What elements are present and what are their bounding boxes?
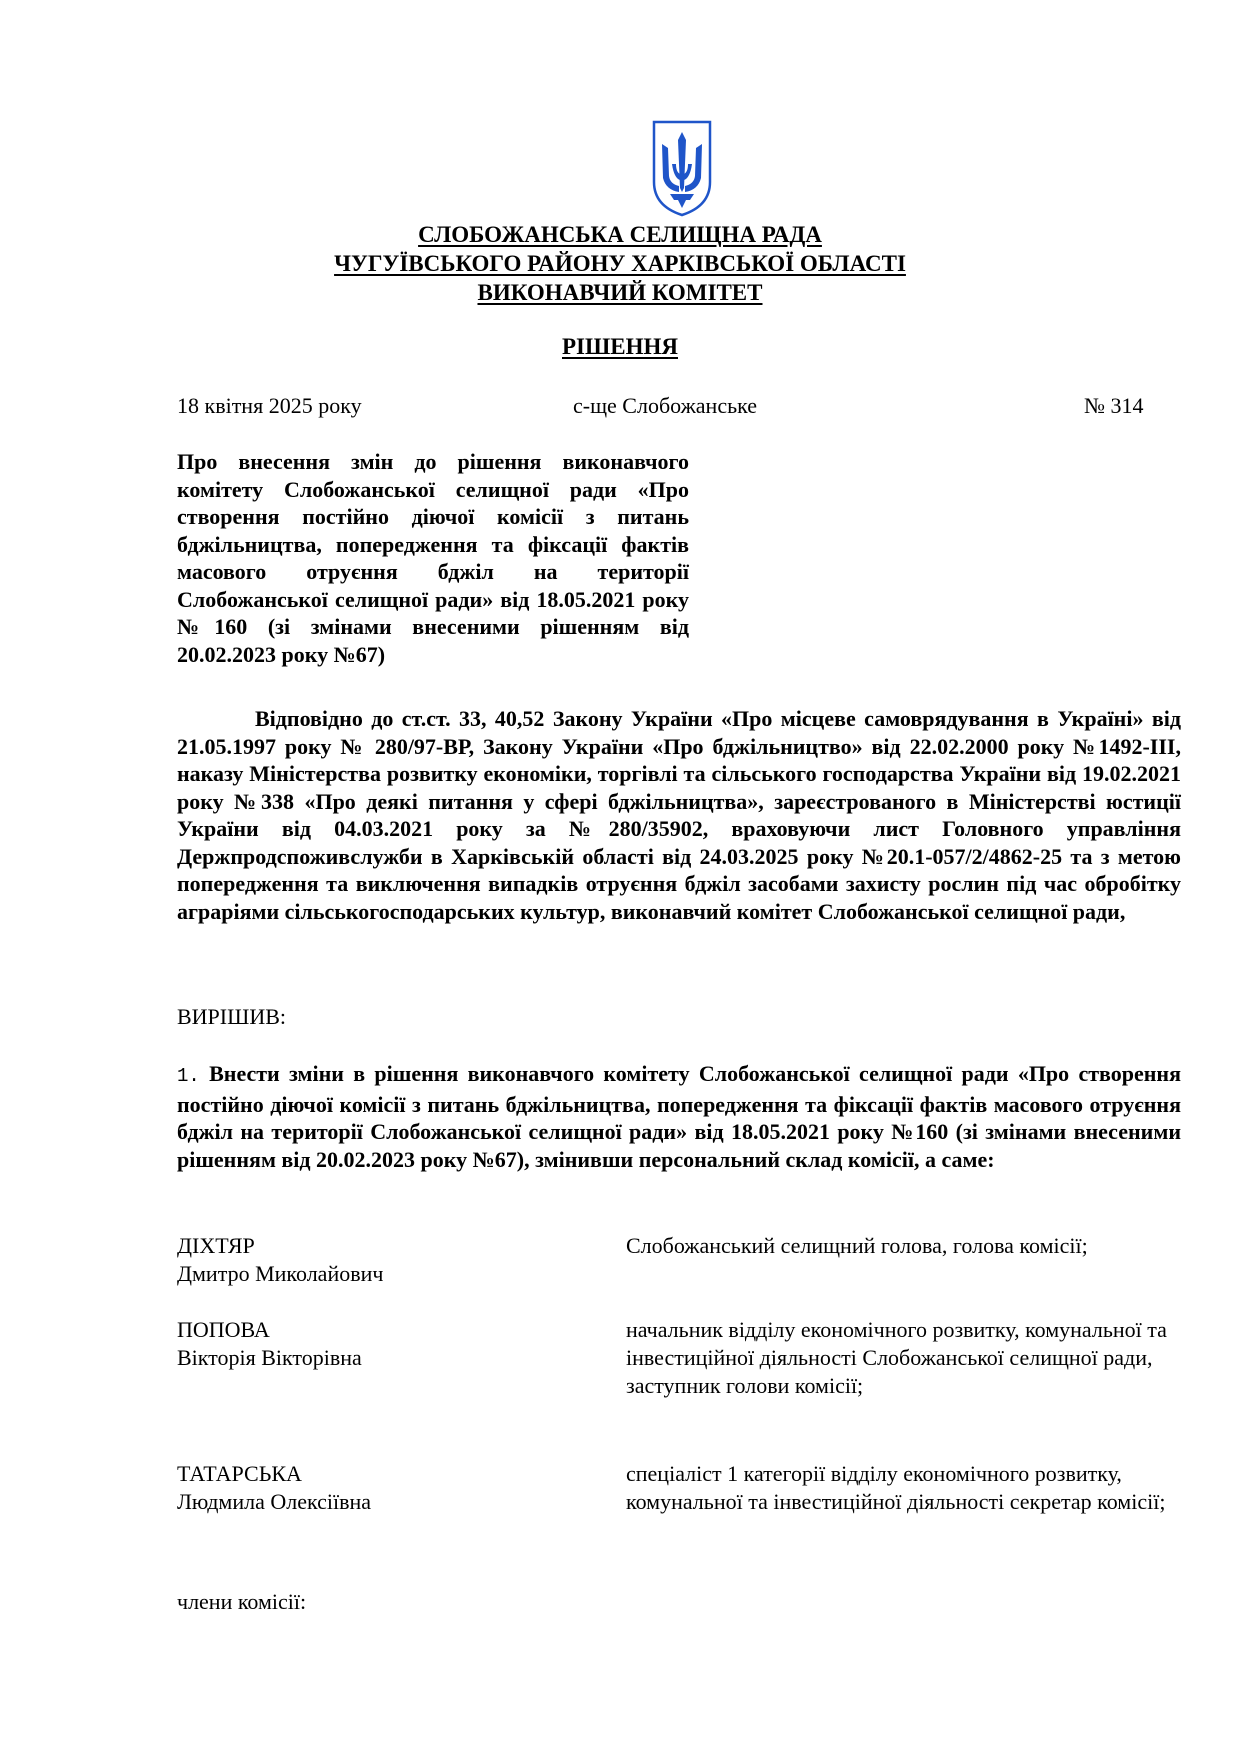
- council-header: [0, 220, 1240, 307]
- members-label: члени комісії:: [177, 1589, 307, 1614]
- coat-of-arms-trident-icon: [650, 118, 714, 218]
- member-given-name: Людмила Олексіївна: [177, 1489, 372, 1514]
- item-1-paragraph: [177, 1060, 1181, 1173]
- header-committee: ВИКОНАВЧИЙ КОМІТЕТ: [477, 280, 763, 305]
- decision-subject: Про внесення змін до рішення виконавчого комітету Слобожанської селищної ради «Про створення постійно діючої комісії з питань бджільництва, попередження та фіксації фактів масового отруєння бджіл на території Слобожанської селищної ради» від 18.05.2021 року №160 (зі змінами внесеними рішенням від 20.02.2023 року №67): [177, 449, 689, 667]
- member-name: [177, 1460, 577, 1516]
- member-given-name: Вікторія Вікторівна: [177, 1345, 362, 1370]
- header-council-name: СЛОБОЖАНСЬКА СЕЛИЩНА РАДА: [418, 222, 822, 247]
- item-1-number: 1.: [177, 1065, 200, 1087]
- member-surname: ПОПОВА: [177, 1317, 270, 1342]
- member-surname: ДІХТЯР: [177, 1233, 255, 1258]
- decision-number: № 314: [1084, 393, 1144, 418]
- preamble-paragraph: Відповідно до ст.ст. 33, 40,52 Закону України «Про місцеве самоврядування в Україні» від 21.05.1997 року № 280/97-ВР, Закону України «Про бджільництво» від 22.02.2000 року №1492-ІІІ, наказу Міністерства розвитку економіки, торгівлі та сільського господарства України від 19.02.2021 року №338 «Про деякі питання у сфері бджільництва», зареєстрованого в Міністерстві юстиції України від 04.03.2021 року за №280/35902, враховуючи лист Головного управління Держпродспоживслужби в Харківській області від 24.03.2025 року №20.1-057/2/4862-25 та з метою попередження та виключення випадків отруєння бджіл засобами захисту рослин під час обробітку аграріями сільськогосподарських культур, виконавчий комітет Слобожанської селищної ради,: [177, 706, 1181, 924]
- header-district: ЧУГУЇВСЬКОГО РАЙОНУ ХАРКІВСЬКОЇ ОБЛАСТІ: [334, 251, 906, 276]
- decision-date: 18 квітня 2025 року: [177, 393, 362, 418]
- item-1-text: Внести зміни в рішення виконавчого комітету Слобожанської селищної ради «Про створення постійно діючої комісії з питань бджільництва, попередження та фіксації фактів масового отруєння бджіл на території Слобожанської селищної ради» від 18.05.2021 року №160 (зі змінами внесеними рішенням від 20.02.2023 року №67), змінивши персональний склад комісії, а саме:: [177, 1061, 1181, 1172]
- decision-place: с-ще Слобожанське: [573, 393, 758, 418]
- member-name: [177, 1316, 577, 1372]
- member-given-name: Дмитро Миколайович: [177, 1261, 384, 1286]
- member-surname: ТАТАРСЬКА: [177, 1461, 302, 1486]
- member-role: Слобожанський селищний голова, голова комісії;: [626, 1233, 1088, 1258]
- decision-title: РІШЕННЯ: [562, 334, 678, 359]
- resolved-heading: ВИРІШИВ:: [177, 1004, 286, 1029]
- member-role: спеціаліст 1 категорії відділу економічного розвитку, комунальної та інвестиційної діяльності секретар комісії;: [626, 1461, 1166, 1514]
- member-name: [177, 1232, 577, 1288]
- member-role: начальник відділу економічного розвитку, комунальної та інвестиційної діяльності Слобожанської селищної ради, заступник голови комісії;: [626, 1317, 1167, 1398]
